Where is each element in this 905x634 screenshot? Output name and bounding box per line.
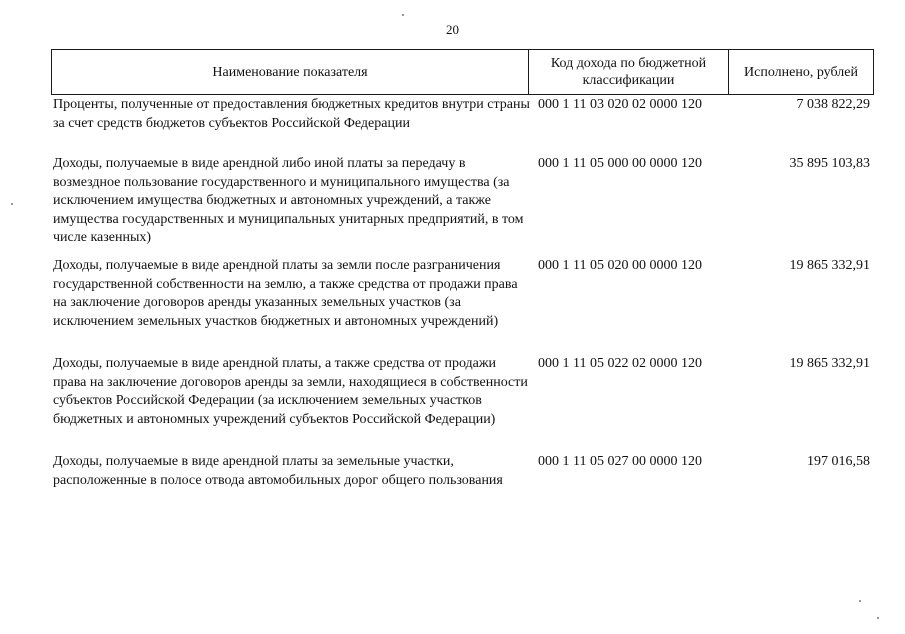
scan-speck <box>402 14 404 16</box>
scan-speck <box>11 203 13 205</box>
header-code: Код дохода по бюджетной классификации <box>529 50 729 94</box>
row-value: 19 865 332,91 <box>789 356 870 371</box>
scan-speck <box>859 600 861 602</box>
table-header <box>51 49 874 95</box>
row-name: Проценты, полученные от предоставления бюджетных кредитов внутри страны за счет средств бюджетов субъектов Российской Федерации <box>53 97 530 131</box>
row-code: 000 1 11 05 020 00 0000 120 <box>538 258 702 273</box>
row-value: 197 016,58 <box>807 454 870 469</box>
row-name: Доходы, получаемые в виде арендной платы за земли после разграничения государственной собственности на землю, а также средства от продажи права на заключение договоров аренды указанных земельных участков (за исключением земельных участков бюджетных и автономных учреждений) <box>53 258 518 329</box>
row-value: 35 895 103,83 <box>789 156 870 171</box>
row-name: Доходы, получаемые в виде арендной платы за земельные участки, расположенные в полосе отвода автомобильных дорог общего пользования <box>53 454 503 488</box>
scan-speck <box>877 617 879 619</box>
row-name: Доходы, получаемые в виде арендной платы, а также средства от продажи права на заключение договоров аренды за земли, находящиеся в собственности субъектов Российской Федерации (за исключением земельных участков бюджетных и автономных учреждений субъектов Российской Федерации) <box>53 356 528 427</box>
header-name: Наименование показателя <box>52 50 529 94</box>
page-number: 20 <box>446 22 459 37</box>
row-value: 7 038 822,29 <box>796 97 870 112</box>
header-executed: Исполнено, рублей <box>744 64 858 80</box>
row-value: 19 865 332,91 <box>789 258 870 273</box>
row-code: 000 1 11 03 020 02 0000 120 <box>538 97 702 112</box>
row-name: Доходы, получаемые в виде арендной либо иной платы за передачу в возмездное пользование государственного и муниципального имущества (за исключением имущества бюджетных и автономных учреждений, а также имущества государственных и муниципальных унитарных предприятий, в том числе казенных) <box>53 156 524 246</box>
row-code: 000 1 11 05 022 02 0000 120 <box>538 356 702 371</box>
row-code: 000 1 11 05 000 00 0000 120 <box>538 156 702 171</box>
row-code: 000 1 11 05 027 00 0000 120 <box>538 454 702 469</box>
